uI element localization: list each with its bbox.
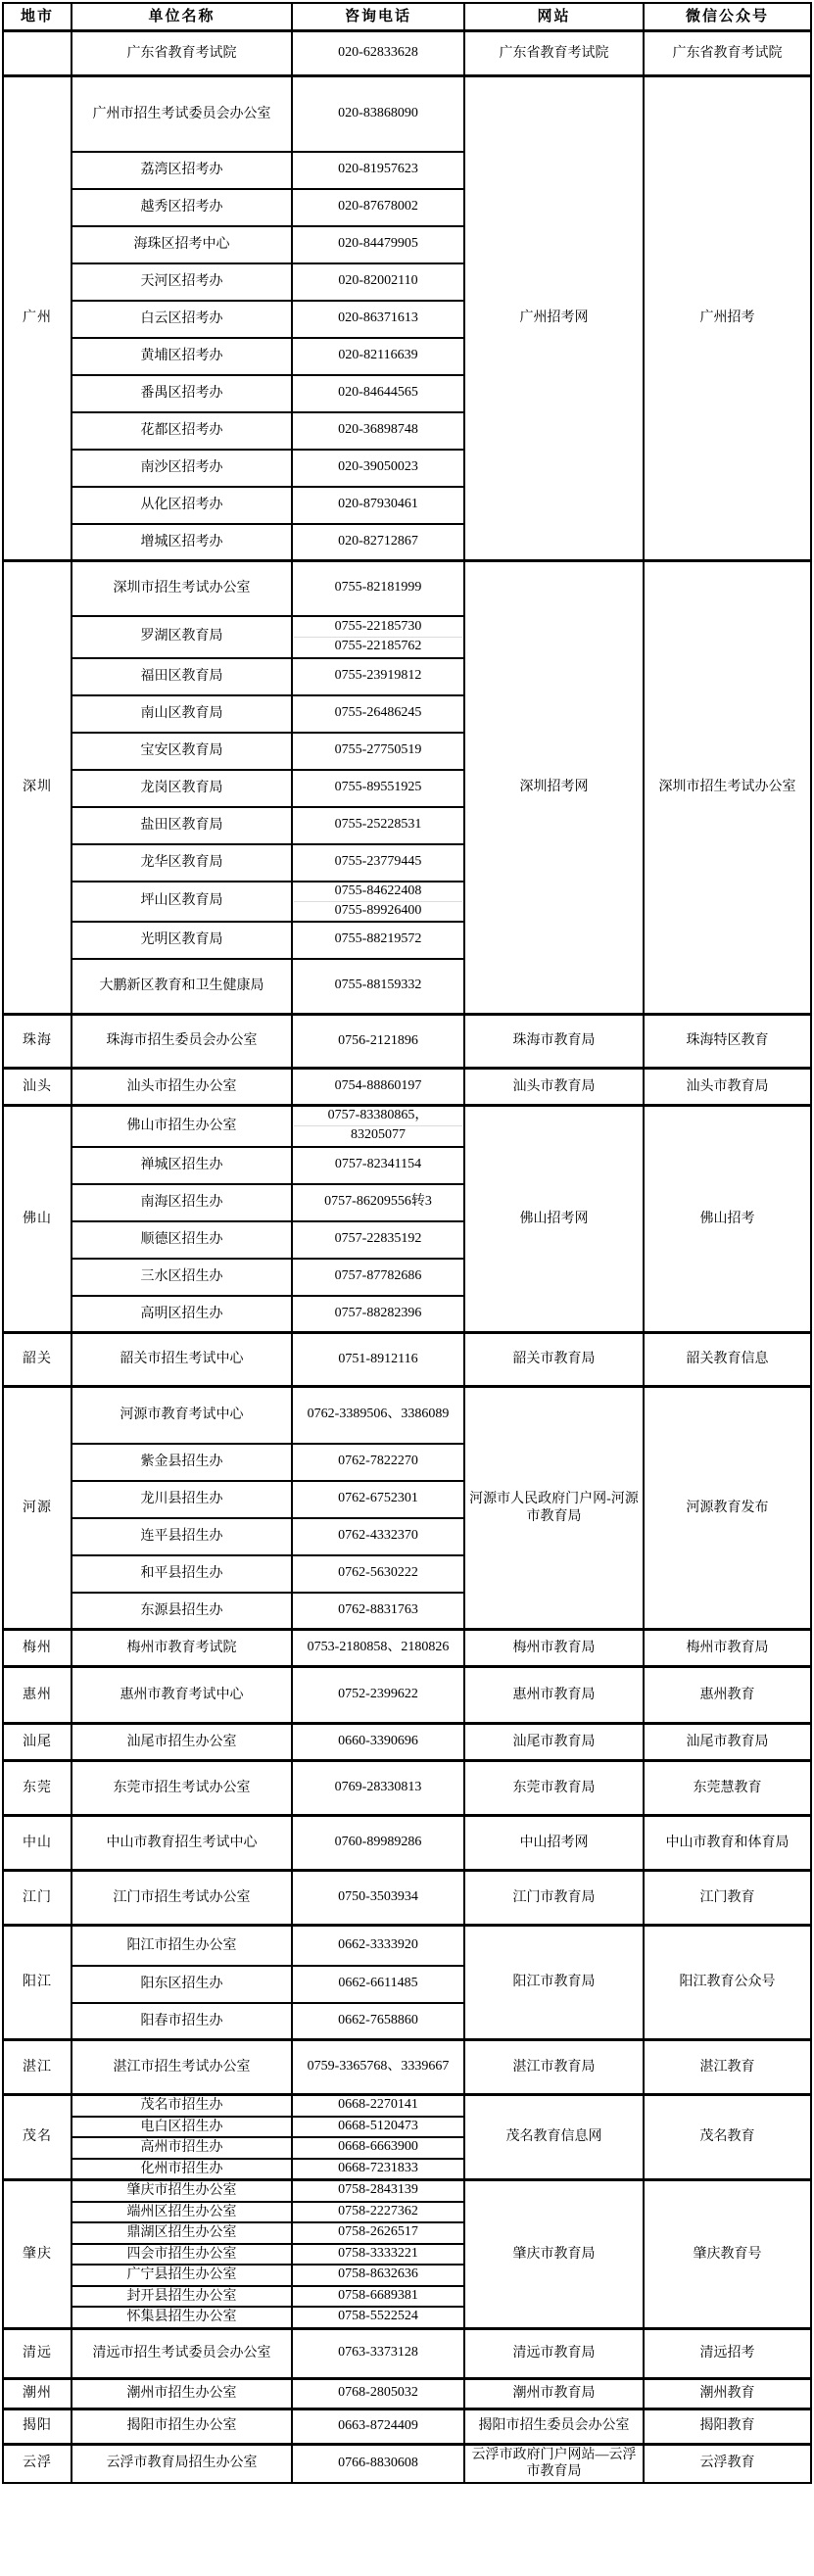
phone-cell	[292, 616, 464, 658]
city-cell: 中山	[3, 1816, 72, 1871]
table-row	[3, 1387, 811, 1444]
wechat-cell: 广州招考	[644, 76, 811, 561]
phone-number: 020-84479905	[338, 236, 418, 252]
city-cell: 河源	[3, 1387, 72, 1630]
header-website: 网站	[464, 3, 644, 31]
phone-cell	[292, 1387, 464, 1444]
city-cell: 潮州	[3, 2378, 72, 2409]
phone-number: 0755-82181999	[334, 580, 422, 596]
wechat-cell: 梅州市教育局	[644, 1630, 811, 1667]
unit-name-cell: 增城区招考办	[72, 524, 292, 561]
table-row	[3, 76, 811, 152]
website-cell: 梅州市教育局	[464, 1630, 644, 1667]
phone-number: 0769-28330813	[334, 1780, 422, 1795]
phone-cell	[292, 770, 464, 807]
city-cell: 云浮	[3, 2444, 72, 2483]
website-cell: 珠海市教育局	[464, 1015, 644, 1069]
phone-cell	[292, 1296, 464, 1333]
phone-number: 0660-3390696	[338, 1734, 418, 1749]
header-phone: 咨询电话	[292, 3, 464, 31]
phone-number: 0753-2180858、2180826	[307, 1640, 450, 1655]
wechat-cell: 江门教育	[644, 1871, 811, 1926]
website-cell: 阳江市教育局	[464, 1926, 644, 2040]
unit-name-cell: 阳东区招生办	[72, 1966, 292, 2003]
table-row	[3, 2328, 811, 2378]
wechat-cell: 汕尾市教育局	[644, 1724, 811, 1761]
city-cell: 韶关	[3, 1333, 72, 1387]
phone-cell	[292, 2444, 464, 2483]
phone-number: 0756-2121896	[338, 1032, 418, 1048]
phone-cell	[292, 1147, 464, 1184]
unit-name-cell: 南山区教育局	[72, 695, 292, 733]
table-row	[3, 2095, 811, 2117]
unit-name-cell: 惠州市教育考试中心	[72, 1667, 292, 1724]
city-cell: 东莞	[3, 1761, 72, 1816]
phone-cell	[292, 375, 464, 412]
table-row	[3, 1667, 811, 1724]
table-row	[3, 1926, 811, 1966]
phone-number: 020-87678002	[338, 199, 418, 215]
city-cell: 汕尾	[3, 1724, 72, 1761]
phone-number: 0768-2805032	[338, 2385, 418, 2401]
phone-number: 0757-87782686	[334, 1268, 422, 1284]
unit-name-cell: 盐田区教育局	[72, 807, 292, 844]
phone-number: 0668-5120473	[338, 2118, 418, 2133]
wechat-cell: 韶关教育信息	[644, 1333, 811, 1387]
unit-name-cell: 汕头市招生办公室	[72, 1069, 292, 1106]
phone-cell	[292, 2202, 464, 2223]
unit-name-cell: 荔湾区招考办	[72, 152, 292, 189]
website-cell: 肇庆市教育局	[464, 2180, 644, 2329]
website-cell: 河源市人民政府门户网-河源市教育局	[464, 1387, 644, 1630]
unit-name-cell: 阳春市招生办	[72, 2003, 292, 2040]
phone-cell	[292, 2286, 464, 2308]
phone-cell	[292, 959, 464, 1015]
table-row	[3, 1816, 811, 1871]
table-body	[3, 31, 811, 2483]
phone-cell	[292, 487, 464, 524]
unit-name-cell: 紫金县招生办	[72, 1444, 292, 1481]
unit-name-cell: 湛江市招生考试办公室	[72, 2040, 292, 2095]
city-cell: 湛江	[3, 2040, 72, 2095]
wechat-cell: 潮州教育	[644, 2378, 811, 2409]
city-cell: 清远	[3, 2328, 72, 2378]
phone-cell	[292, 2180, 464, 2202]
phone-number: 0668-2270141	[338, 2097, 418, 2113]
city-cell: 梅州	[3, 1630, 72, 1667]
unit-name-cell: 韶关市招生考试中心	[72, 1333, 292, 1387]
phone-number: 0755-26486245	[334, 705, 422, 721]
website-cell: 茂名教育信息网	[464, 2095, 644, 2180]
phone-number: 0755-89551925	[334, 780, 422, 795]
website-cell: 广东省教育考试院	[464, 31, 644, 76]
phone-cell	[292, 301, 464, 338]
phone-number: 0757-82341154	[334, 1157, 422, 1172]
phone-number: 0668-7231833	[338, 2160, 418, 2175]
phone-cell	[292, 2003, 464, 2040]
unit-name-cell: 天河区招考办	[72, 263, 292, 301]
phone-number: 0763-3373128	[338, 2345, 418, 2361]
phone-number: 0750-3503934	[338, 1889, 418, 1905]
website-cell: 东莞市教育局	[464, 1761, 644, 1816]
unit-name-cell: 坪山区教育局	[72, 882, 292, 922]
phone-number: 0757-88282396	[334, 1305, 422, 1320]
city-cell: 佛山	[3, 1106, 72, 1333]
city-cell	[3, 31, 72, 76]
city-cell: 阳江	[3, 1926, 72, 2040]
table-row	[3, 1015, 811, 1069]
phone-number: 020-87930461	[338, 497, 418, 512]
unit-name-cell: 茂名市招生办	[72, 2095, 292, 2117]
phone-number: 0755-23919812	[334, 668, 422, 684]
unit-name-cell: 南沙区招考办	[72, 450, 292, 487]
phone-number: 020-84644565	[338, 385, 418, 401]
phone-number: 0668-6663900	[338, 2139, 418, 2155]
phone-cell	[292, 922, 464, 959]
unit-name-cell: 怀集县招生办公室	[72, 2307, 292, 2328]
header-row	[3, 3, 811, 31]
phone-cell	[292, 2117, 464, 2138]
phone-cell	[292, 1926, 464, 1966]
unit-name-cell: 龙川县招生办	[72, 1481, 292, 1518]
wechat-cell: 阳江教育公众号	[644, 1926, 811, 2040]
wechat-cell: 惠州教育	[644, 1667, 811, 1724]
unit-name-cell: 汕尾市招生办公室	[72, 1724, 292, 1761]
unit-name-cell: 阳江市招生办公室	[72, 1926, 292, 1966]
phone-cell	[292, 1667, 464, 1724]
table-row	[3, 1333, 811, 1387]
phone-number: 0662-7658860	[338, 2012, 418, 2027]
unit-name-cell: 南海区招生办	[72, 1184, 292, 1221]
phone-number: 0755-88159332	[334, 978, 422, 993]
table-row	[3, 1724, 811, 1761]
wechat-cell: 肇庆教育号	[644, 2180, 811, 2329]
phone-number: 0762-4332370	[338, 1528, 418, 1544]
table-row	[3, 1871, 811, 1926]
phone-number: 0762-7822270	[338, 1454, 418, 1469]
phone-cell	[292, 412, 464, 450]
unit-name-cell: 罗湖区教育局	[72, 616, 292, 658]
unit-name-cell: 化州市招生办	[72, 2159, 292, 2180]
city-cell: 汕头	[3, 1069, 72, 1106]
unit-name-cell: 清远市招生考试委员会办公室	[72, 2328, 292, 2378]
city-cell: 肇庆	[3, 2180, 72, 2329]
phone-cell	[292, 31, 464, 76]
unit-name-cell: 东莞市招生考试办公室	[72, 1761, 292, 1816]
unit-name-cell: 顺德区招生办	[72, 1221, 292, 1259]
phone-cell	[292, 2307, 464, 2328]
phone-number: 0755-84622408	[334, 883, 422, 898]
wechat-cell: 揭阳教育	[644, 2409, 811, 2444]
phone-cell	[292, 263, 464, 301]
unit-name-cell: 封开县招生办公室	[72, 2286, 292, 2308]
wechat-cell: 深圳市招生考试办公室	[644, 561, 811, 1015]
phone-cell	[292, 450, 464, 487]
phone-cell	[292, 152, 464, 189]
phone-cell	[292, 1184, 464, 1221]
unit-name-cell: 梅州市教育考试院	[72, 1630, 292, 1667]
phone-number: 0758-2626517	[338, 2224, 418, 2240]
contact-directory-table	[2, 2, 812, 2484]
wechat-cell: 河源教育发布	[644, 1387, 811, 1630]
phone-number: 0757-83380865，	[327, 1108, 429, 1123]
phone-number: 020-39050023	[338, 459, 418, 475]
phone-cell	[292, 2040, 464, 2095]
phone-number: 0757-22835192	[334, 1231, 422, 1247]
website-cell: 潮州市教育局	[464, 2378, 644, 2409]
phone-cell	[292, 1106, 464, 1147]
phone-cell	[292, 2378, 464, 2409]
phone-number: 0751-8912116	[338, 1351, 418, 1366]
phone-cell	[292, 2265, 464, 2286]
phone-cell	[292, 338, 464, 375]
wechat-cell: 清远招考	[644, 2328, 811, 2378]
phone-number: 0758-3333221	[338, 2245, 418, 2261]
website-cell: 中山招考网	[464, 1816, 644, 1871]
wechat-cell: 湛江教育	[644, 2040, 811, 2095]
website-cell: 湛江市教育局	[464, 2040, 644, 2095]
phone-number: 0755-22185762	[294, 637, 462, 656]
phone-cell	[292, 1871, 464, 1926]
phone-cell	[292, 561, 464, 616]
phone-number: 0754-88860197	[334, 1078, 422, 1094]
city-cell: 茂名	[3, 2095, 72, 2180]
phone-cell	[292, 882, 464, 922]
header-unit-name: 单位名称	[72, 3, 292, 31]
phone-number: 0760-89989286	[334, 1835, 422, 1850]
table-row	[3, 1106, 811, 1147]
website-cell: 汕尾市教育局	[464, 1724, 644, 1761]
phone-cell	[292, 2328, 464, 2378]
unit-name-cell: 龙岗区教育局	[72, 770, 292, 807]
unit-name-cell: 高明区招生办	[72, 1296, 292, 1333]
phone-cell	[292, 1816, 464, 1871]
unit-name-cell: 潮州市招生办公室	[72, 2378, 292, 2409]
city-cell: 江门	[3, 1871, 72, 1926]
phone-number: 020-86371613	[338, 310, 418, 326]
phone-number: 0758-8632636	[338, 2266, 418, 2282]
phone-cell	[292, 807, 464, 844]
phone-number: 0755-88219572	[334, 931, 422, 947]
wechat-cell: 佛山招考	[644, 1106, 811, 1333]
phone-cell	[292, 1481, 464, 1518]
table-row	[3, 2040, 811, 2095]
unit-name-cell: 三水区招生办	[72, 1259, 292, 1296]
phone-cell	[292, 2222, 464, 2244]
wechat-cell: 中山市教育和体育局	[644, 1816, 811, 1871]
header-wechat: 微信公众号	[644, 3, 811, 31]
phone-cell	[292, 76, 464, 152]
phone-number: 0762-6752301	[338, 1491, 418, 1506]
city-cell: 揭阳	[3, 2409, 72, 2444]
unit-name-cell: 深圳市招生考试办公室	[72, 561, 292, 616]
website-cell: 韶关市教育局	[464, 1333, 644, 1387]
phone-number: 020-82712867	[338, 533, 418, 549]
phone-cell	[292, 1069, 464, 1106]
unit-name-cell: 越秀区招考办	[72, 189, 292, 226]
table-row	[3, 31, 811, 76]
phone-cell	[292, 1966, 464, 2003]
header-city: 地市	[3, 3, 72, 31]
unit-name-cell: 电白区招生办	[72, 2117, 292, 2138]
unit-name-cell: 河源市教育考试中心	[72, 1387, 292, 1444]
phone-number: 0755-23779445	[334, 854, 422, 870]
table-row	[3, 1630, 811, 1667]
phone-number: 0752-2399622	[338, 1687, 418, 1702]
wechat-cell: 汕头市教育局	[644, 1069, 811, 1106]
phone-cell	[292, 226, 464, 263]
phone-cell	[292, 2095, 464, 2117]
unit-name-cell: 连平县招生办	[72, 1518, 292, 1555]
website-cell: 清远市教育局	[464, 2328, 644, 2378]
table-row	[3, 561, 811, 616]
phone-cell	[292, 524, 464, 561]
phone-cell	[292, 1724, 464, 1761]
unit-name-cell: 珠海市招生委员会办公室	[72, 1015, 292, 1069]
table-row	[3, 2444, 811, 2483]
phone-number: 020-82002110	[338, 273, 418, 289]
website-cell: 江门市教育局	[464, 1871, 644, 1926]
phone-number: 0755-25228531	[334, 817, 422, 833]
wechat-cell: 茂名教育	[644, 2095, 811, 2180]
unit-name-cell: 云浮市教育局招生办公室	[72, 2444, 292, 2483]
unit-name-cell: 和平县招生办	[72, 1555, 292, 1593]
table-row	[3, 2409, 811, 2444]
phone-number: 0758-5522524	[338, 2309, 418, 2324]
phone-number: 0755-89926400	[294, 901, 462, 921]
phone-cell	[292, 1259, 464, 1296]
website-cell: 惠州市教育局	[464, 1667, 644, 1724]
phone-number: 0762-3389506、3386089	[307, 1407, 450, 1422]
phone-number: 020-82116639	[338, 348, 418, 363]
website-cell: 广州招考网	[464, 76, 644, 561]
table-row	[3, 1761, 811, 1816]
unit-name-cell: 广东省教育考试院	[72, 31, 292, 76]
phone-cell	[292, 695, 464, 733]
phone-cell	[292, 658, 464, 695]
unit-name-cell: 端州区招生办公室	[72, 2202, 292, 2223]
website-cell: 佛山招考网	[464, 1106, 644, 1333]
unit-name-cell: 光明区教育局	[72, 922, 292, 959]
city-cell: 深圳	[3, 561, 72, 1015]
wechat-cell: 珠海特区教育	[644, 1015, 811, 1069]
wechat-cell: 广东省教育考试院	[644, 31, 811, 76]
phone-cell	[292, 1761, 464, 1816]
phone-number: 020-81957623	[338, 162, 418, 177]
phone-number: 0758-2227362	[338, 2203, 418, 2218]
unit-name-cell: 广州市招生考试委员会办公室	[72, 76, 292, 152]
website-cell: 汕头市教育局	[464, 1069, 644, 1106]
phone-cell	[292, 189, 464, 226]
phone-cell	[292, 2137, 464, 2159]
unit-name-cell: 中山市教育招生考试中心	[72, 1816, 292, 1871]
unit-name-cell: 高州市招生办	[72, 2137, 292, 2159]
phone-number: 0766-8830608	[338, 2455, 418, 2470]
phone-cell	[292, 1630, 464, 1667]
table-row	[3, 2180, 811, 2202]
phone-cell	[292, 2244, 464, 2266]
unit-name-cell: 四会市招生办公室	[72, 2244, 292, 2266]
phone-cell	[292, 1444, 464, 1481]
unit-name-cell: 海珠区招考中心	[72, 226, 292, 263]
unit-name-cell: 大鹏新区教育和卫生健康局	[72, 959, 292, 1015]
table-row	[3, 2378, 811, 2409]
phone-number: 0762-5630222	[338, 1565, 418, 1581]
unit-name-cell: 龙华区教育局	[72, 844, 292, 882]
table-row	[3, 1069, 811, 1106]
phone-cell	[292, 1221, 464, 1259]
unit-name-cell: 禅城区招生办	[72, 1147, 292, 1184]
phone-number: 0758-2843139	[338, 2182, 418, 2198]
unit-name-cell: 东源县招生办	[72, 1593, 292, 1630]
phone-cell	[292, 2409, 464, 2444]
unit-name-cell: 广宁县招生办公室	[72, 2265, 292, 2286]
phone-number: 0663-8724409	[338, 2417, 418, 2433]
phone-number: 020-83868090	[338, 105, 418, 120]
phone-number: 0759-3365768、3339667	[307, 2059, 450, 2075]
unit-name-cell: 宝安区教育局	[72, 733, 292, 770]
phone-cell	[292, 1555, 464, 1593]
phone-number: 0755-22185730	[334, 618, 422, 634]
unit-name-cell: 黄埔区招考办	[72, 338, 292, 375]
phone-number: 0758-6689381	[338, 2287, 418, 2303]
unit-name-cell: 白云区招考办	[72, 301, 292, 338]
phone-number: 0762-8831763	[338, 1601, 418, 1617]
website-cell: 云浮市政府门户网站—云浮市教育局	[464, 2444, 644, 2483]
phone-cell	[292, 1333, 464, 1387]
website-cell: 揭阳市招生委员会办公室	[464, 2409, 644, 2444]
unit-name-cell: 福田区教育局	[72, 658, 292, 695]
phone-cell	[292, 1518, 464, 1555]
phone-cell	[292, 2159, 464, 2180]
unit-name-cell: 鼎湖区招生办公室	[72, 2222, 292, 2244]
phone-cell	[292, 1015, 464, 1069]
phone-number: 0755-27750519	[334, 742, 422, 758]
phone-number: 020-62833628	[338, 45, 418, 61]
city-cell: 广州	[3, 76, 72, 561]
unit-name-cell: 江门市招生考试办公室	[72, 1871, 292, 1926]
wechat-cell: 东莞慧教育	[644, 1761, 811, 1816]
phone-cell	[292, 844, 464, 882]
phone-number: 020-36898748	[338, 422, 418, 438]
phone-number: 0662-6611485	[338, 1976, 418, 1991]
unit-name-cell: 揭阳市招生办公室	[72, 2409, 292, 2444]
phone-number: 0757-86209556转3	[324, 1194, 432, 1210]
unit-name-cell: 佛山市招生办公室	[72, 1106, 292, 1147]
website-cell: 深圳招考网	[464, 561, 644, 1015]
phone-cell	[292, 733, 464, 770]
unit-name-cell: 从化区招考办	[72, 487, 292, 524]
phone-cell	[292, 1593, 464, 1630]
phone-number: 0662-3333920	[338, 1936, 418, 1952]
unit-name-cell: 番禺区招考办	[72, 375, 292, 412]
unit-name-cell: 肇庆市招生办公室	[72, 2180, 292, 2202]
city-cell: 惠州	[3, 1667, 72, 1724]
unit-name-cell: 花都区招考办	[72, 412, 292, 450]
wechat-cell: 云浮教育	[644, 2444, 811, 2483]
city-cell: 珠海	[3, 1015, 72, 1069]
phone-number: 83205077	[294, 1125, 462, 1145]
